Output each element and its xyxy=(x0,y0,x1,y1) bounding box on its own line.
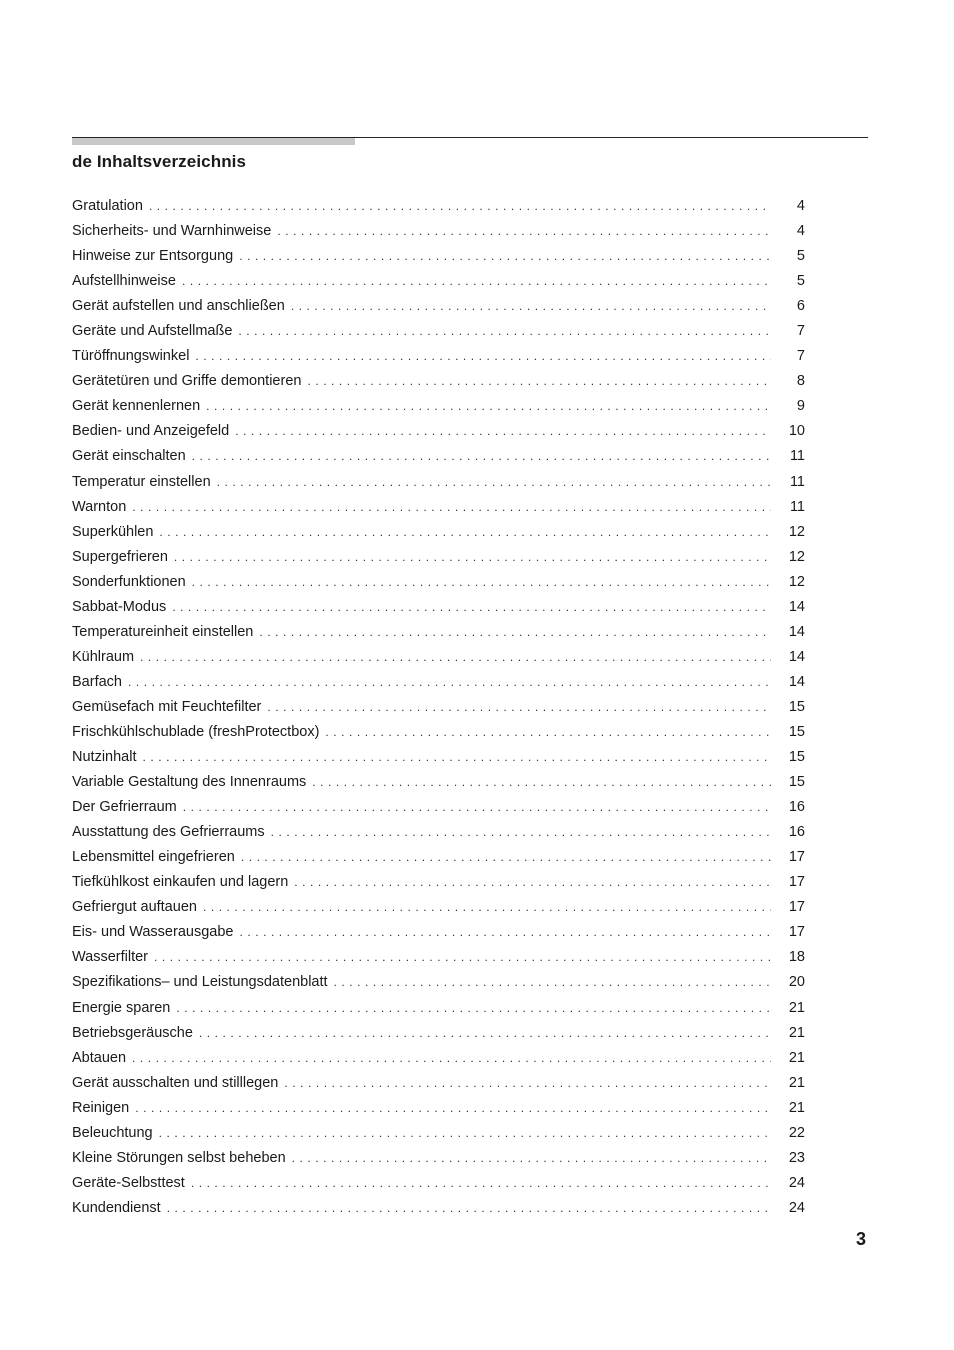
toc-entry-title: Temperatur einstellen xyxy=(72,473,211,490)
toc-entry-title: Abtauen xyxy=(72,1049,127,1066)
toc-entry-page: 21 xyxy=(788,1099,805,1116)
toc-entry-title: Geräte und Aufstellmaße xyxy=(72,323,233,340)
header-accent-bar xyxy=(72,138,355,145)
toc-entry-title: Bedien- und Anzeigefeld xyxy=(72,423,230,440)
toc-entry-title: Warnton xyxy=(72,498,127,515)
toc-entry[interactable] xyxy=(72,244,805,269)
toc-entry[interactable] xyxy=(72,1146,805,1171)
toc-entry-page: 18 xyxy=(788,949,805,966)
toc-entry[interactable] xyxy=(72,1071,805,1096)
toc-entry-page: 17 xyxy=(788,849,805,866)
toc-leader-dots xyxy=(292,1146,771,1171)
toc-leader-dots xyxy=(238,319,771,344)
toc-entry-page: 21 xyxy=(788,1024,805,1041)
toc-entry-title: Tiefkühlkost einkaufen und lagern xyxy=(72,874,289,891)
toc-entry-page: 15 xyxy=(788,749,805,766)
toc-entry-page: 6 xyxy=(796,298,805,315)
toc-leader-dots xyxy=(277,219,771,244)
toc-leader-dots xyxy=(271,820,771,845)
toc-entry-title: Temperatureinheit einstellen xyxy=(72,623,254,640)
toc-leader-dots xyxy=(294,870,771,895)
toc-entry-page: 5 xyxy=(796,273,805,290)
toc-entry-title: Energie sparen xyxy=(72,999,171,1016)
toc-entry-page: 11 xyxy=(789,473,805,490)
toc-leader-dots xyxy=(167,1196,771,1221)
toc-entry[interactable] xyxy=(72,194,805,219)
toc-entry[interactable] xyxy=(72,1196,805,1221)
toc-entry-page: 16 xyxy=(788,799,805,816)
toc-entry[interactable] xyxy=(72,770,805,795)
toc-entry-page: 5 xyxy=(796,248,805,265)
toc-entry-title: Hinweise zur Entsorgung xyxy=(72,248,234,265)
toc-leader-dots xyxy=(154,945,771,970)
toc-leader-dots xyxy=(195,344,771,369)
toc-entry[interactable] xyxy=(72,470,805,495)
toc-entry-title: Lebensmittel eingefrieren xyxy=(72,849,235,866)
toc-entry-title: Eis- und Wasserausgabe xyxy=(72,924,234,941)
toc-leader-dots xyxy=(183,795,771,820)
toc-entry-title: Sicherheits- und Warnhinweise xyxy=(72,223,272,240)
toc-leader-dots xyxy=(325,720,771,745)
toc-entry[interactable] xyxy=(72,294,805,319)
toc-entry[interactable] xyxy=(72,820,805,845)
toc-entry-title: Kleine Störungen selbst beheben xyxy=(72,1149,286,1166)
toc-entry[interactable] xyxy=(72,444,805,469)
toc-entry[interactable] xyxy=(72,1046,805,1071)
toc-entry[interactable] xyxy=(72,269,805,294)
toc-leader-dots xyxy=(135,1096,771,1121)
toc-leader-dots xyxy=(199,1021,771,1046)
toc-entry-title: Betriebsgeräusche xyxy=(72,1024,193,1041)
toc-leader-dots xyxy=(239,920,771,945)
toc-leader-dots xyxy=(140,645,771,670)
toc-entry-page: 14 xyxy=(788,598,805,615)
toc-entry-title: Gratulation xyxy=(72,198,143,214)
toc-entry[interactable] xyxy=(72,1021,805,1046)
toc-entry[interactable] xyxy=(72,495,805,520)
toc-leader-dots xyxy=(159,520,771,545)
toc-entry[interactable] xyxy=(72,645,805,670)
page-number: 3 xyxy=(856,1229,867,1249)
toc-leader-dots xyxy=(182,269,771,294)
toc-entry-title: Nutzinhalt xyxy=(72,749,137,766)
toc-entry-page: 14 xyxy=(788,648,805,665)
toc-leader-dots xyxy=(191,1171,771,1196)
toc-entry-title: Kundendienst xyxy=(72,1199,161,1216)
toc-entry-title: Spezifikations– und Leistungsdatenblatt xyxy=(72,974,328,991)
toc-entry-title: Gemüsefach mit Feuchtefilter xyxy=(72,698,262,715)
toc-entry-page: 8 xyxy=(796,373,805,390)
toc-entry[interactable] xyxy=(72,369,805,394)
toc-leader-dots xyxy=(217,470,771,495)
toc-entry[interactable] xyxy=(72,1171,805,1196)
toc-leader-dots xyxy=(192,444,771,469)
toc-entry-page: 9 xyxy=(796,398,805,415)
toc-entry-title: Aufstellhinweise xyxy=(72,273,176,290)
toc-leader-dots xyxy=(176,996,771,1021)
toc-leader-dots xyxy=(149,194,771,219)
toc-entry[interactable] xyxy=(72,545,805,570)
toc-entry-page: 24 xyxy=(788,1199,805,1216)
toc-entry[interactable] xyxy=(72,870,805,895)
toc-leader-dots xyxy=(235,419,771,444)
toc-entry-title: Reinigen xyxy=(72,1099,130,1116)
toc-leader-dots xyxy=(307,369,771,394)
toc-entry[interactable] xyxy=(72,745,805,770)
toc-entry[interactable] xyxy=(72,319,805,344)
toc-entry[interactable] xyxy=(72,670,805,695)
toc-leader-dots xyxy=(259,620,771,645)
toc-entry-page: 4 xyxy=(796,198,805,214)
toc-entry-title: Türöffnungswinkel xyxy=(72,348,190,365)
toc-entry[interactable] xyxy=(72,520,805,545)
toc-leader-dots xyxy=(241,845,771,870)
toc-entry[interactable] xyxy=(72,996,805,1021)
toc-entry[interactable] xyxy=(72,394,805,419)
toc-entry-page: 15 xyxy=(788,723,805,740)
toc-entry-title: Superkühlen xyxy=(72,523,154,540)
toc-leader-dots xyxy=(206,394,771,419)
toc-entry-page: 24 xyxy=(788,1174,805,1191)
toc-entry-title: Gerät einschalten xyxy=(72,448,186,465)
toc-entry[interactable] xyxy=(72,945,805,970)
toc-entry-title: Variable Gestaltung des Innenraums xyxy=(72,774,307,791)
toc-entry-page: 14 xyxy=(788,623,805,640)
toc-entry-title: Wasserfilter xyxy=(72,949,148,966)
toc-entry[interactable] xyxy=(72,920,805,945)
toc-entry[interactable] xyxy=(72,695,805,720)
toc-entry-title: Frischkühlschublade (freshProtectbox) xyxy=(72,723,320,740)
toc-entry[interactable] xyxy=(72,344,805,369)
toc-entry-title: Gerät kennenlernen xyxy=(72,398,201,415)
toc-entry-title: Ausstattung des Gefrierraums xyxy=(72,824,265,841)
toc-leader-dots xyxy=(291,294,771,319)
toc-entry[interactable] xyxy=(72,970,805,995)
toc-entry-page: 12 xyxy=(788,573,805,590)
toc-entry-page: 11 xyxy=(789,448,805,465)
toc-entry-page: 15 xyxy=(788,774,805,791)
toc-entry-title: Supergefrieren xyxy=(72,548,168,565)
toc-entry[interactable] xyxy=(72,720,805,745)
toc-entry-page: 20 xyxy=(788,974,805,991)
toc-entry-page: 16 xyxy=(788,824,805,841)
toc-entry-page: 21 xyxy=(788,1049,805,1066)
toc-entry-page: 22 xyxy=(788,1124,805,1141)
toc-entry-title: Sonderfunktionen xyxy=(72,573,186,590)
toc-entry-title: Gefriergut auftauen xyxy=(72,899,197,916)
toc-entry-title: Beleuchtung xyxy=(72,1124,153,1141)
toc-entry-title: Kühlraum xyxy=(72,648,135,665)
toc-leader-dots xyxy=(192,570,771,595)
toc-leader-dots xyxy=(334,970,771,995)
toc-entry[interactable] xyxy=(72,1121,805,1146)
toc-leader-dots xyxy=(128,670,771,695)
toc-entry-title: Sabbat-Modus xyxy=(72,598,167,615)
toc-entry-page: 17 xyxy=(788,924,805,941)
toc-entry-page: 12 xyxy=(788,523,805,540)
toc-entry[interactable] xyxy=(72,845,805,870)
toc-leader-dots xyxy=(312,770,771,795)
toc-entry-page: 7 xyxy=(796,348,805,365)
toc-entry-title: Der Gefrierraum xyxy=(72,799,177,816)
toc-entry-page: 15 xyxy=(788,698,805,715)
toc-entry[interactable] xyxy=(72,570,805,595)
toc-entry-title: Gerät aufstellen und anschließen xyxy=(72,298,285,315)
toc-leader-dots xyxy=(159,1121,771,1146)
toc-entry-page: 17 xyxy=(788,899,805,916)
toc-leader-dots xyxy=(172,595,771,620)
toc-entry-title: Gerätetüren und Griffe demontieren xyxy=(72,373,302,390)
toc-entry[interactable] xyxy=(72,595,805,620)
toc-entry-page: 11 xyxy=(789,498,805,515)
toc-leader-dots xyxy=(239,244,771,269)
toc-entry-page: 14 xyxy=(788,673,805,690)
toc-leader-dots xyxy=(174,545,771,570)
toc-entry-page: 10 xyxy=(788,423,805,440)
toc-entry-page: 21 xyxy=(788,999,805,1016)
toc-entry[interactable] xyxy=(72,795,805,820)
table-of-contents xyxy=(72,194,805,1221)
toc-leader-dots xyxy=(203,895,771,920)
page-title: de Inhaltsverzeichnis xyxy=(72,152,247,171)
toc-entry[interactable] xyxy=(72,1096,805,1121)
toc-entry-page: 17 xyxy=(788,874,805,891)
toc-entry-title: Barfach xyxy=(72,673,122,690)
toc-entry-page: 12 xyxy=(788,548,805,565)
toc-entry-title: Geräte-Selbsttest xyxy=(72,1174,185,1191)
toc-leader-dots xyxy=(284,1071,771,1096)
toc-leader-dots xyxy=(132,1046,771,1071)
toc-entry-page: 7 xyxy=(796,323,805,340)
toc-leader-dots xyxy=(267,695,771,720)
toc-entry[interactable] xyxy=(72,620,805,645)
toc-entry[interactable] xyxy=(72,219,805,244)
toc-entry[interactable] xyxy=(72,895,805,920)
toc-entry-title: Gerät ausschalten und stilllegen xyxy=(72,1074,279,1091)
toc-leader-dots xyxy=(132,495,771,520)
toc-leader-dots xyxy=(142,745,771,770)
toc-entry-page: 21 xyxy=(788,1074,805,1091)
toc-entry-page: 23 xyxy=(788,1149,805,1166)
toc-entry[interactable] xyxy=(72,419,805,444)
toc-entry-page: 4 xyxy=(796,223,805,240)
